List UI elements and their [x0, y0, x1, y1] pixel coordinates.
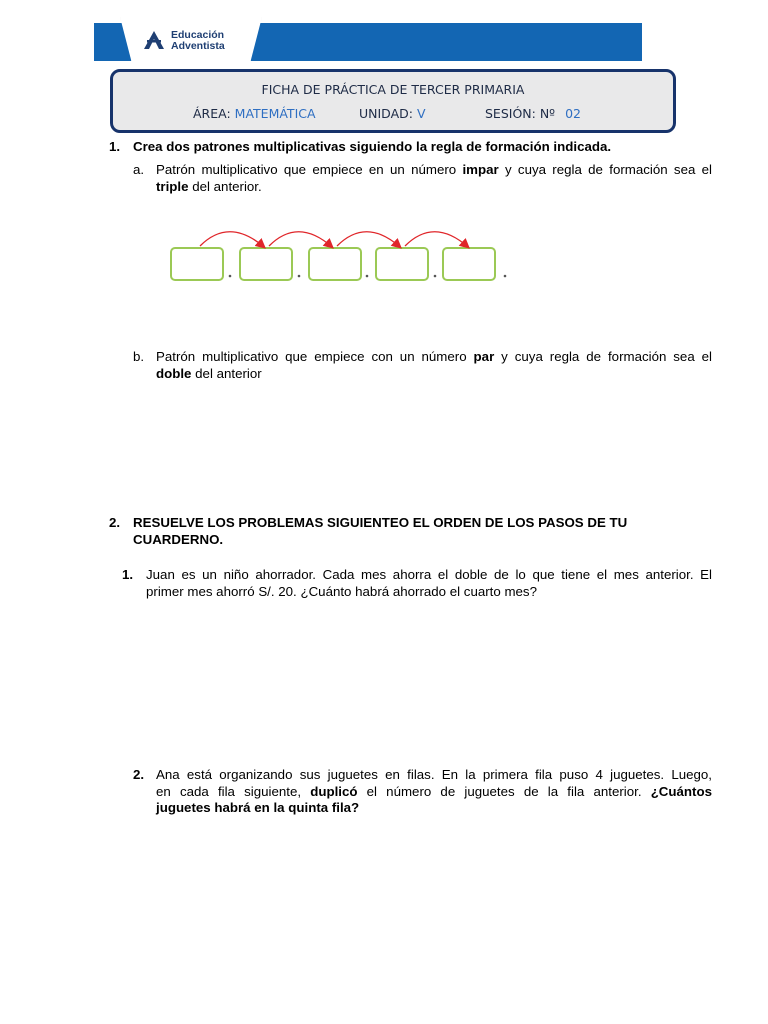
- pattern-box-5[interactable]: [443, 248, 495, 280]
- pattern-box-4[interactable]: [376, 248, 428, 280]
- q1a-bold-impar: impar: [462, 162, 499, 177]
- unidad-value: V: [416, 106, 426, 121]
- logo-line2: Adventista: [171, 40, 225, 52]
- q1b-bold-doble: doble: [156, 365, 192, 381]
- q2-p2-text: Ana está organizando sus juguetes en filas. En la primera fila puso 4 juguetes. Luego, en cada fila siguiente, duplicó el número de juguetes de la fila anterior. ¿Cuántos juguetes habrá en la quinta fila?: [156, 767, 712, 815]
- pattern-box-1[interactable]: [171, 248, 223, 280]
- arrow-4: [405, 232, 468, 247]
- unidad-label: UNIDAD:: [359, 106, 413, 121]
- worksheet-header: [110, 69, 676, 133]
- q2-p2-bold-duplico: duplicó: [310, 783, 358, 799]
- q2-p2-number: 2.: [133, 767, 145, 782]
- arrow-1: [200, 232, 264, 247]
- worksheet-title: FICHA DE PRÁCTICA DE TERCER PRIMARIA: [261, 82, 525, 97]
- pattern-box-2[interactable]: [240, 248, 292, 280]
- q1b-text: Patrón multiplicativo que empiece con un número par y cuya regla de formación sea el doble del anterior: [156, 349, 712, 381]
- q1a-letter: a.: [133, 162, 145, 177]
- q2-p1-text: Juan es un niño ahorrador. Cada mes ahorra el doble de lo que tiene el mes anterior. El primer mes ahorró S/. 20. ¿Cuánto habrá ahorrado el cuarto mes?: [146, 567, 712, 599]
- arrow-2: [269, 232, 332, 247]
- unidad-field: [359, 106, 426, 121]
- pattern-dot: [229, 275, 232, 278]
- pattern-dot: [298, 275, 301, 278]
- area-value: MATEMÁTICA: [234, 106, 316, 121]
- q1b-letter: b.: [133, 349, 145, 364]
- q1-title: Crea dos patrones multiplicativas siguiendo la regla de formación indicada.: [133, 139, 612, 154]
- sesion-field: [485, 106, 581, 121]
- area-field: [193, 106, 316, 121]
- q2-title: RESUELVE LOS PROBLEMAS SIGUIENTEO EL ORDEN DE LOS PASOS DE TU CUARDERNO.: [133, 515, 628, 547]
- pattern-box-3[interactable]: [309, 248, 361, 280]
- logo-text: [171, 30, 225, 52]
- q2-p2-bold-question: juguetes habrá en la quinta fila?: [156, 800, 360, 815]
- q1a-text: Patrón multiplicativo que empiece en un número impar y cuya regla de formación sea el triple del anterior.: [156, 162, 713, 194]
- logo-icon: [143, 30, 165, 50]
- q2-p1-number: 1.: [122, 567, 134, 582]
- q2-p2-bold-cuantos: ¿Cuántos: [650, 783, 712, 799]
- sesion-value: 02: [565, 106, 581, 121]
- pattern-dot: [504, 275, 507, 278]
- q1-number: 1.: [109, 139, 121, 154]
- sesion-label: SESIÓN: Nº: [485, 106, 556, 121]
- pattern-dot: [434, 275, 437, 278]
- logo-line1: Educación: [171, 29, 225, 41]
- q1b-bold-par: par: [473, 349, 495, 364]
- q1a-bold-triple: triple: [156, 178, 189, 194]
- area-label: ÁREA:: [193, 106, 231, 121]
- pattern-dot: [366, 275, 369, 278]
- q2-number: 2.: [109, 515, 121, 530]
- pattern-diagram: [164, 225, 514, 287]
- arrow-3: [337, 232, 400, 247]
